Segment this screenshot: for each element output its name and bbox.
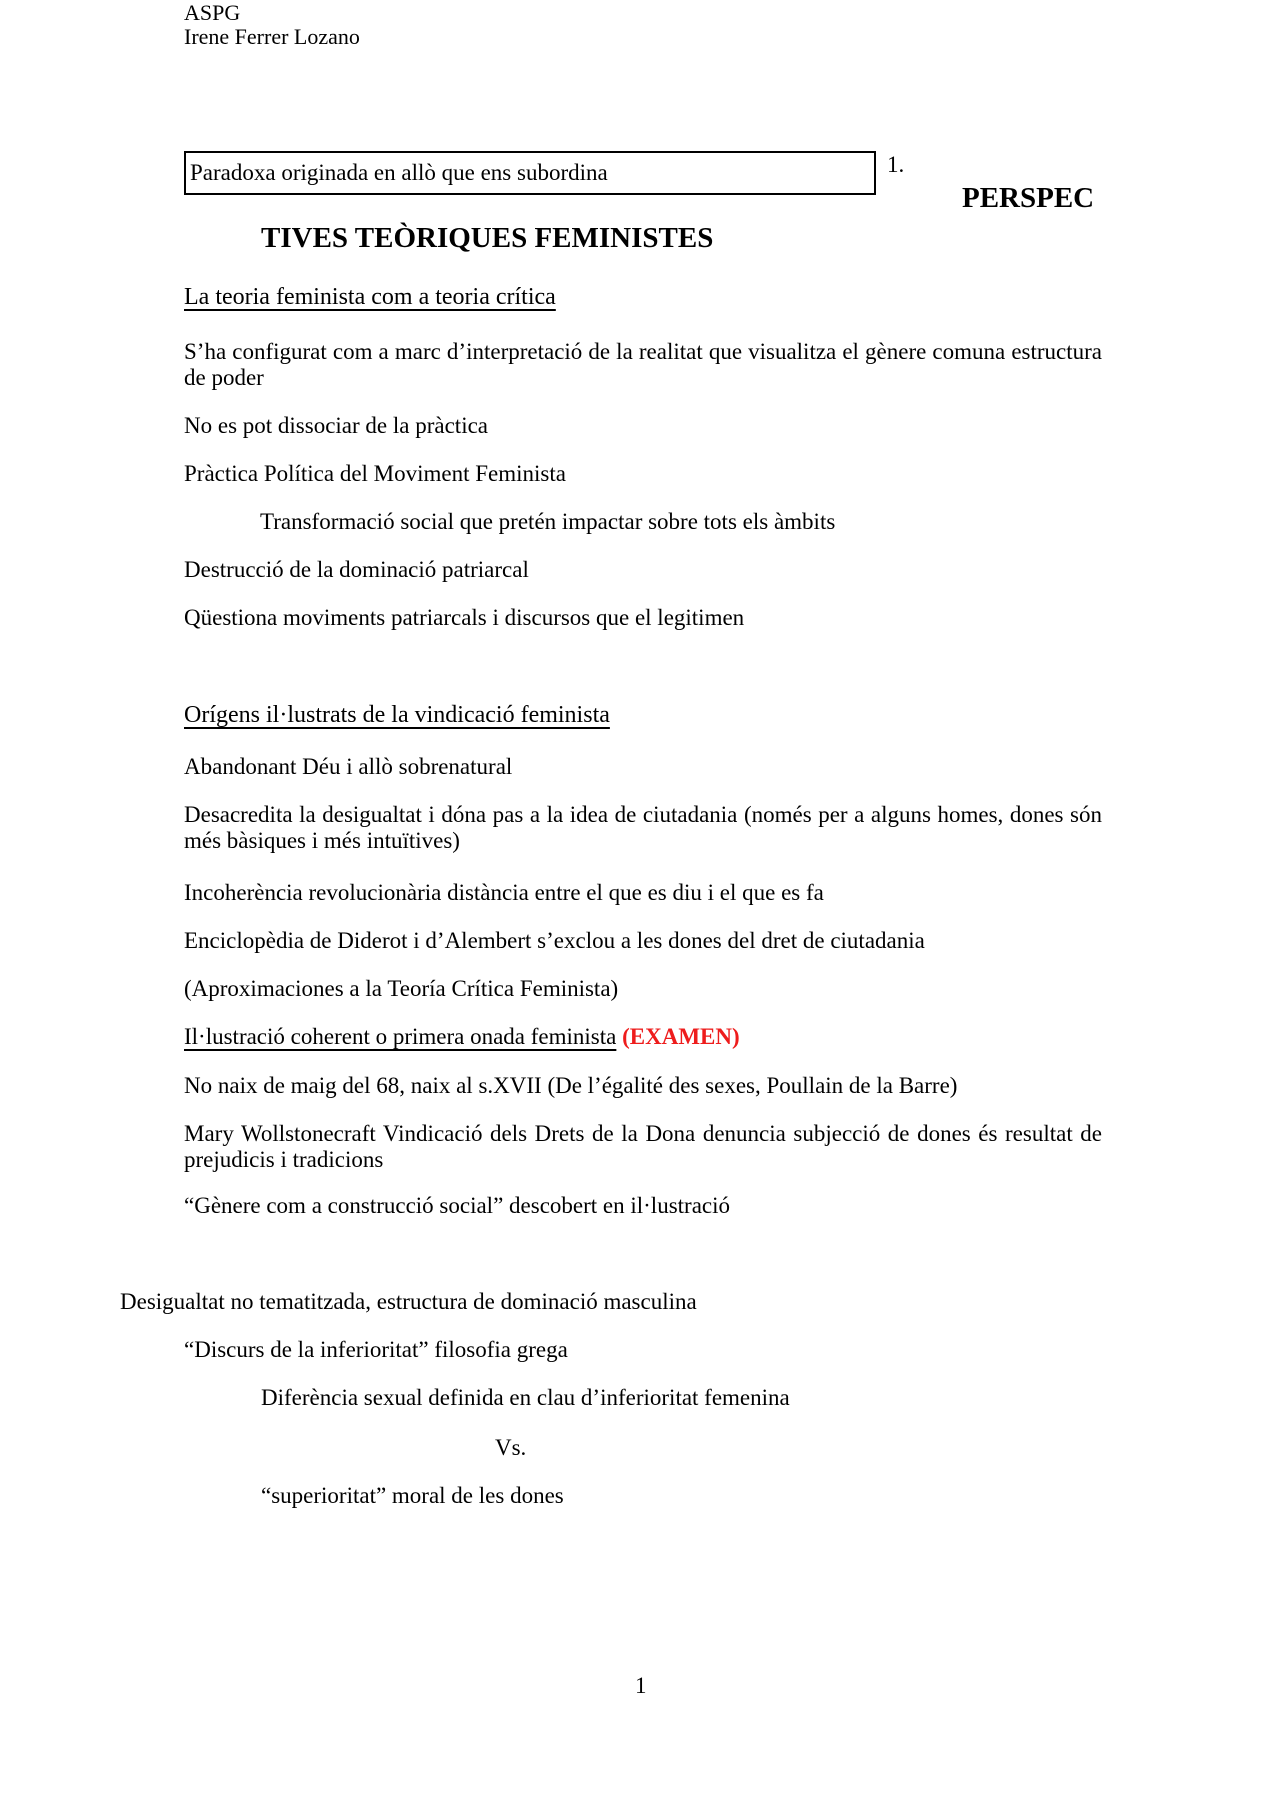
section1-paragraph-1: S’ha configurat com a marc d’interpretació de la realitat que visualitza el gènere comuna estructura de poder xyxy=(184,339,1102,390)
section3-paragraph-1: Desigualtat no tematitzada, estructura de dominació masculina xyxy=(120,1289,697,1314)
section2-heading: Orígens il·lustrats de la vindicació feminista xyxy=(184,702,610,728)
section2-paragraph-6 xyxy=(184,1024,740,1050)
section2-paragraph-5: (Aproximaciones a la Teoría Crítica Feminista) xyxy=(184,976,619,1001)
section2-paragraph-3: Incoherència revolucionària distància entre el que es diu i el que es fa xyxy=(184,880,824,905)
callout-box xyxy=(184,151,876,195)
header-course: ASPG xyxy=(184,0,241,25)
section1-paragraph-3: Pràctica Política del Moviment Feminista xyxy=(184,461,566,486)
section1-paragraph-6: Qüestiona moviments patriarcals i discursos que el legitimen xyxy=(184,605,745,630)
section1-heading: La teoria feminista com a teoria crítica xyxy=(184,284,556,310)
section3-paragraph-3: Diferència sexual definida en clau d’inferioritat femenina xyxy=(261,1385,790,1410)
section1-paragraph-2: No es pot dissociar de la pràctica xyxy=(184,413,488,438)
exam-flag: (EXAMEN) xyxy=(622,1024,740,1049)
section2-paragraph-9: “Gènere com a construcció social” descobert en il·lustració xyxy=(184,1193,731,1218)
section2-paragraph-4: Enciclopèdia de Diderot i d’Alembert s’exclou a les dones del dret de ciutadania xyxy=(184,928,925,953)
section2-paragraph-2: Desacredita la desigualtat i dóna pas a la idea de ciutadania (només per a alguns homes, dones són més bàsiques i més intuïtives) xyxy=(184,802,1102,853)
section3-paragraph-2: “Discurs de la inferioritat” filosofia grega xyxy=(184,1337,568,1362)
exam-topic: Il·lustració coherent o primera onada feminista xyxy=(184,1024,617,1049)
section1-paragraph-5: Destrucció de la dominació patriarcal xyxy=(184,557,529,582)
section1-paragraph-4: Transformació social que pretén impactar sobre tots els àmbits xyxy=(260,509,836,534)
section2-paragraph-8: Mary Wollstonecraft Vindicació dels Drets de la Dona denuncia subjecció de dones és resultat de prejudicis i tradicions xyxy=(184,1121,1102,1172)
section3-paragraph-5: “superioritat” moral de les dones xyxy=(261,1483,564,1508)
callout-text: Paradoxa originada en allò que ens subordina xyxy=(190,160,608,185)
section2-paragraph-7: No naix de maig del 68, naix al s.XVII (De l’égalité des sexes, Poullain de la Barre) xyxy=(184,1073,958,1098)
section3-versus: Vs. xyxy=(495,1435,527,1460)
title-part-2: TIVES TEÒRIQUES FEMINISTES xyxy=(261,222,714,254)
title-part-1: PERSPEC xyxy=(962,182,1095,214)
section-number: 1. xyxy=(887,152,905,177)
page-number: 1 xyxy=(635,1673,647,1698)
header-author: Irene Ferrer Lozano xyxy=(184,24,360,49)
section2-paragraph-1: Abandonant Déu i allò sobrenatural xyxy=(184,754,513,779)
